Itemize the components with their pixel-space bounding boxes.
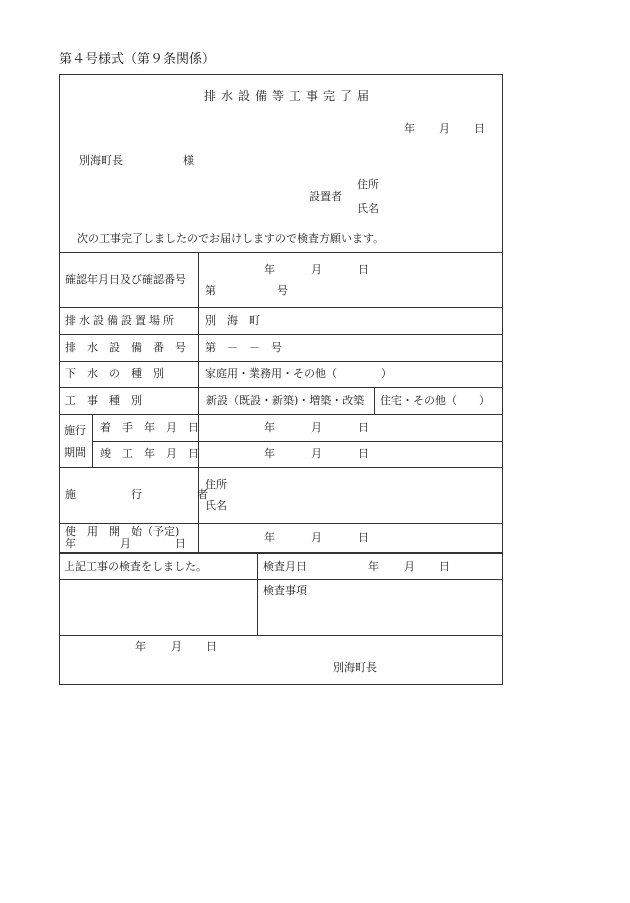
row-divider (59, 523, 503, 524)
equipment-number-value: 第 － － 号 (205, 341, 282, 354)
footer-year: 年 (135, 640, 146, 653)
confirmation-number-prefix: 第 (205, 284, 216, 297)
installer-role: 設置者 (309, 190, 342, 203)
confirmation-number-suffix: 号 (277, 284, 288, 297)
equipment-number-label: 排 水 設 備 番 号 (65, 341, 186, 354)
contractor-label: 施 行 者 (65, 488, 208, 501)
label-column-divider (198, 252, 199, 553)
form-number: 第４号様式（第９条関係） (59, 52, 216, 67)
end-day: 日 (358, 447, 369, 460)
row-divider (92, 441, 503, 442)
work-type-label: 工 事 種 別 (65, 394, 142, 407)
sewage-type-label: 下 水 の 種 別 (65, 367, 164, 380)
row-divider (59, 361, 503, 362)
start-day: 日 (358, 421, 369, 434)
sewage-type-value: 家庭用・業務用・その他（ ） (205, 367, 392, 380)
footer-month: 月 (171, 640, 182, 653)
outer-top-border (59, 74, 503, 75)
inspection-items-label: 検査事項 (263, 584, 307, 597)
usage-start-label-line2: 年 月 日 (65, 537, 186, 550)
inspection-month: 月 (404, 560, 415, 573)
declaration-text: 次の工事完了しましたのでお届けしますので検査方願います。 (77, 232, 385, 245)
inspection-statement: 上記工事の検査をしました。 (64, 560, 207, 573)
location-label: 排水設備設置場所 (65, 314, 177, 327)
installer-address-label: 住所 (357, 178, 379, 191)
table-top-border (59, 252, 503, 253)
end-year: 年 (264, 447, 275, 460)
installer-name-label: 氏名 (357, 202, 379, 215)
usage-start-day: 日 (358, 531, 369, 544)
document-title: 排水設備等工事完了届 (204, 89, 375, 103)
date-month: 月 (439, 122, 450, 135)
usage-start-month: 月 (311, 531, 322, 544)
outer-bottom-border (59, 684, 503, 685)
date-day: 日 (474, 122, 485, 135)
inspection-column-divider (257, 553, 258, 636)
row-divider (59, 579, 503, 580)
end-month: 月 (311, 447, 322, 460)
contractor-address-label: 住所 (205, 478, 227, 491)
contractor-name-label: 氏名 (205, 499, 227, 512)
work-type-value: 新設（既設・新築)・増築・改築 (206, 394, 365, 407)
row-divider (59, 414, 503, 415)
location-value: 別 海 町 (205, 314, 260, 327)
footer-day: 日 (206, 640, 217, 653)
confirmation-label: 確認年月日及び確認番号 (65, 273, 186, 286)
row-divider (59, 467, 503, 468)
start-year: 年 (264, 421, 275, 434)
period-label-divider (92, 414, 93, 468)
outer-right-border (502, 74, 503, 685)
inspection-year: 年 (368, 560, 379, 573)
addressee-honorific: 様 (183, 154, 194, 167)
inspection-day: 日 (439, 560, 450, 573)
usage-start-label-line1: 使 用 開 始（予定) (65, 525, 180, 538)
period-label-line2: 期間 (64, 446, 86, 459)
work-type-divider (374, 387, 375, 415)
work-type-value-2: 住宅・その他（ ） (380, 394, 490, 407)
addressee-name: 別海町長 (79, 154, 123, 167)
date-year: 年 (404, 122, 415, 135)
row-divider (59, 307, 503, 308)
confirmation-day: 日 (358, 263, 369, 276)
confirmation-month: 月 (311, 263, 322, 276)
footer-signer: 別海町長 (333, 661, 377, 674)
inspection-date-label: 検査月日 (263, 560, 307, 573)
row-divider (59, 334, 503, 335)
inspection-section-divider (59, 552, 503, 554)
start-month: 月 (311, 421, 322, 434)
row-divider (59, 635, 503, 636)
usage-start-year: 年 (264, 531, 275, 544)
row-divider (59, 387, 503, 388)
period-label-line1: 施行 (64, 424, 86, 437)
start-date-label: 着 手 年 月 日 (100, 421, 199, 434)
confirmation-year: 年 (264, 263, 275, 276)
outer-left-border (59, 74, 60, 685)
end-date-label: 竣 工 年 月 日 (100, 447, 199, 460)
